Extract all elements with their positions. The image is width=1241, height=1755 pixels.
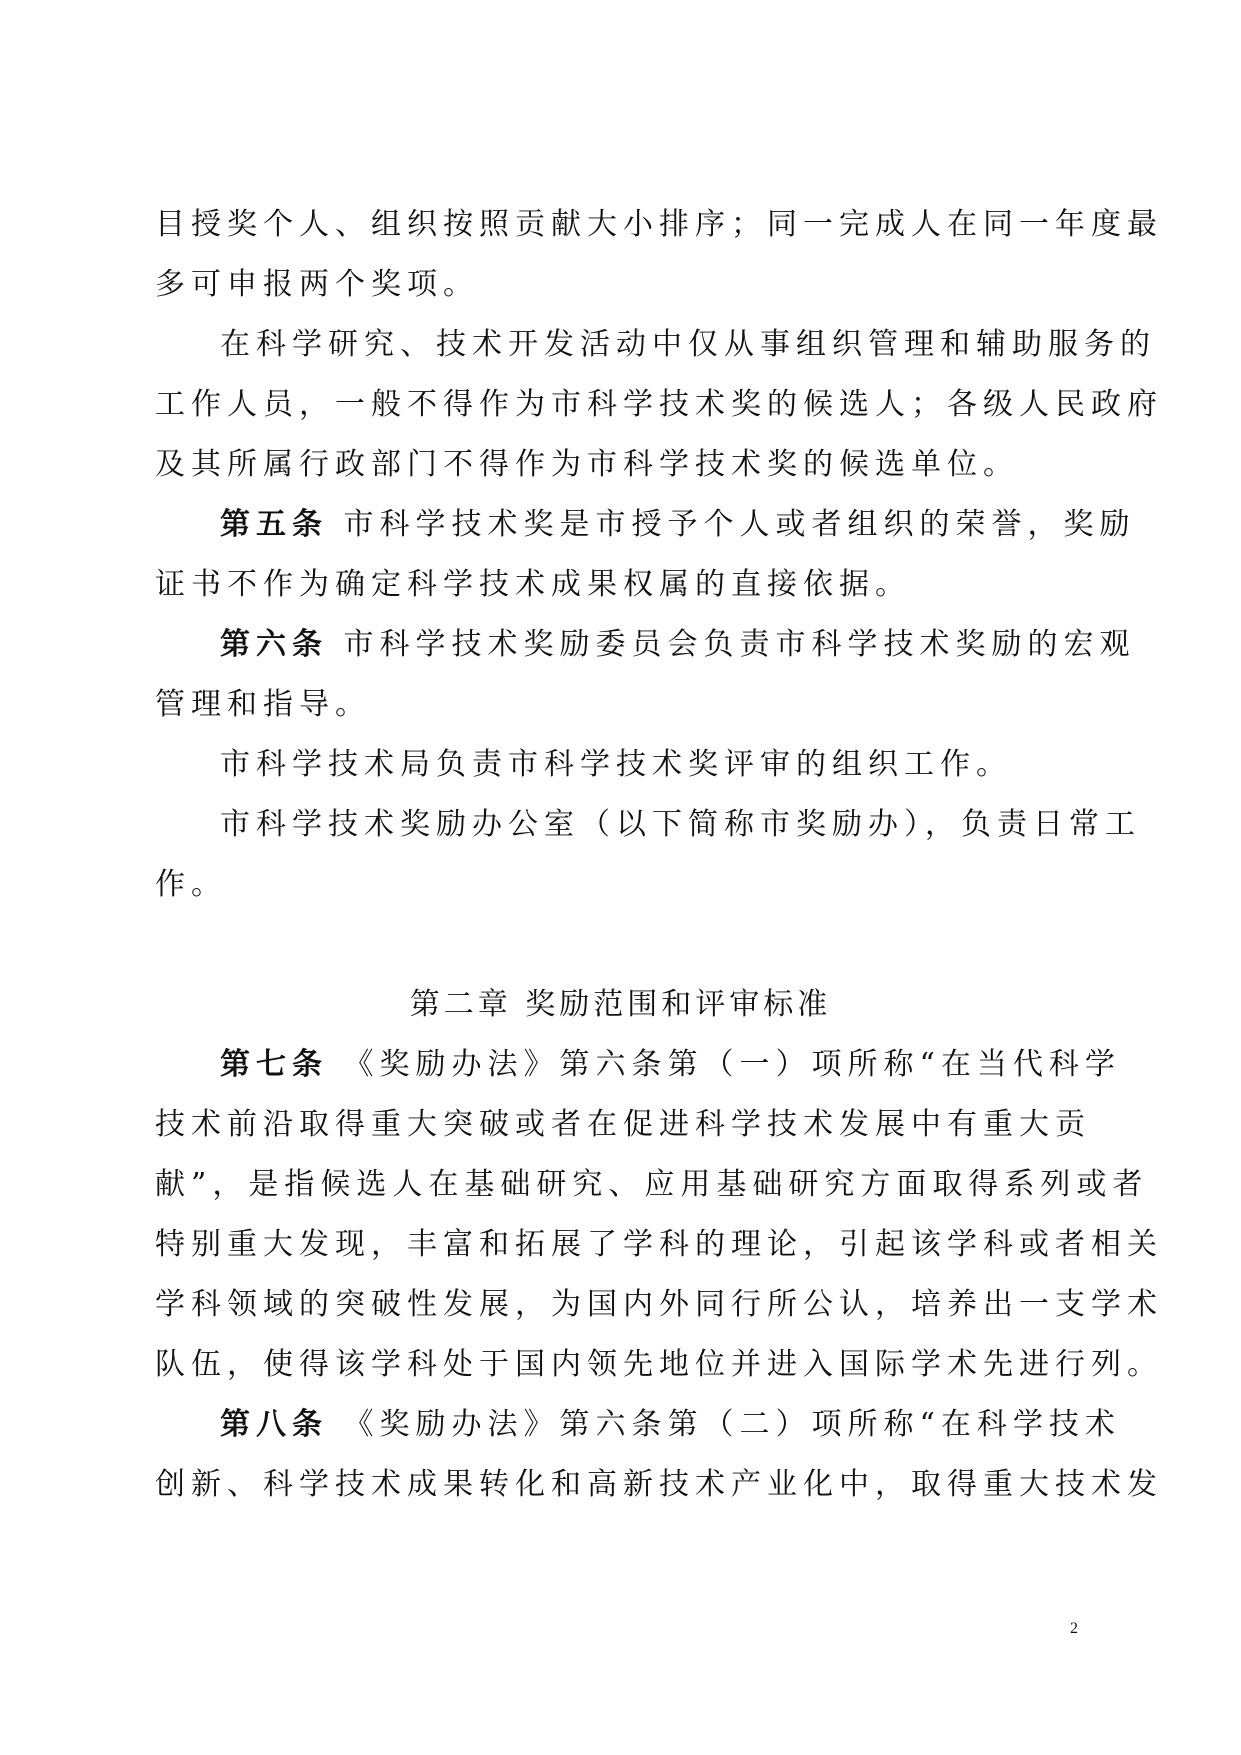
article-title: 第八条 xyxy=(220,1407,328,1442)
article-text: 《奖励办法》第六条第（一）项所称“在当代科学 xyxy=(328,1047,1121,1082)
text-line: 在科学研究、技术开发活动中仅从事组织管理和辅助服务的 xyxy=(220,327,1156,362)
article-title: 第六条 xyxy=(220,627,328,662)
text-line: 及其所属行政部门不得作为市科学技术奖的候选单位。 xyxy=(155,447,1019,482)
article-7-line xyxy=(220,1045,1150,1085)
text-line: 创新、科学技术成果转化和高新技术产业化中，取得重大技术发 xyxy=(155,1467,1163,1502)
text-line: 作。 xyxy=(155,867,227,902)
article-title: 第五条 xyxy=(220,507,328,542)
text-line: 工作人员，一般不得作为市科学技术奖的候选人；各级人民政府 xyxy=(155,387,1163,422)
article-5-line xyxy=(220,505,1150,545)
text-line: 献”，是指候选人在基础研究、应用基础研究方面取得系列或者 xyxy=(155,1167,1149,1202)
article-6-line xyxy=(220,625,1150,665)
article-text: 《奖励办法》第六条第（二）项所称“在科学技术 xyxy=(328,1407,1121,1442)
article-8-line xyxy=(220,1405,1150,1445)
text-line: 市科学技术局负责市科学技术奖评审的组织工作。 xyxy=(220,747,1012,782)
text-line: 多可申报两个奖项。 xyxy=(155,267,479,302)
chapter-heading: 第二章 奖励范围和评审标准 xyxy=(409,987,832,1022)
text-line: 目授奖个人、组织按照贡献大小排序；同一完成人在同一年度最 xyxy=(155,207,1163,242)
text-line: 学科领域的突破性发展，为国内外同行所公认，培养出一支学术 xyxy=(155,1287,1163,1322)
text-line: 市科学技术奖励办公室（以下简称市奖励办），负责日常工 xyxy=(220,807,1141,842)
text-line: 技术前沿取得重大突破或者在促进科学技术发展中有重大贡 xyxy=(155,1107,1091,1142)
text-line: 管理和指导。 xyxy=(155,687,371,722)
article-title: 第七条 xyxy=(220,1047,328,1082)
text-line: 队伍，使得该学科处于国内领先地位并进入国际学术先进行列。 xyxy=(155,1347,1163,1382)
text-line: 证书不作为确定科学技术成果权属的直接依据。 xyxy=(155,567,911,602)
article-text: 市科学技术奖励委员会负责市科学技术奖励的宏观 xyxy=(328,627,1136,662)
text-line: 特别重大发现，丰富和拓展了学科的理论，引起该学科或者相关 xyxy=(155,1227,1163,1262)
page-number: 2 xyxy=(1070,1620,1078,1637)
article-text: 市科学技术奖是市授予个人或者组织的荣誉，奖励 xyxy=(328,507,1136,542)
